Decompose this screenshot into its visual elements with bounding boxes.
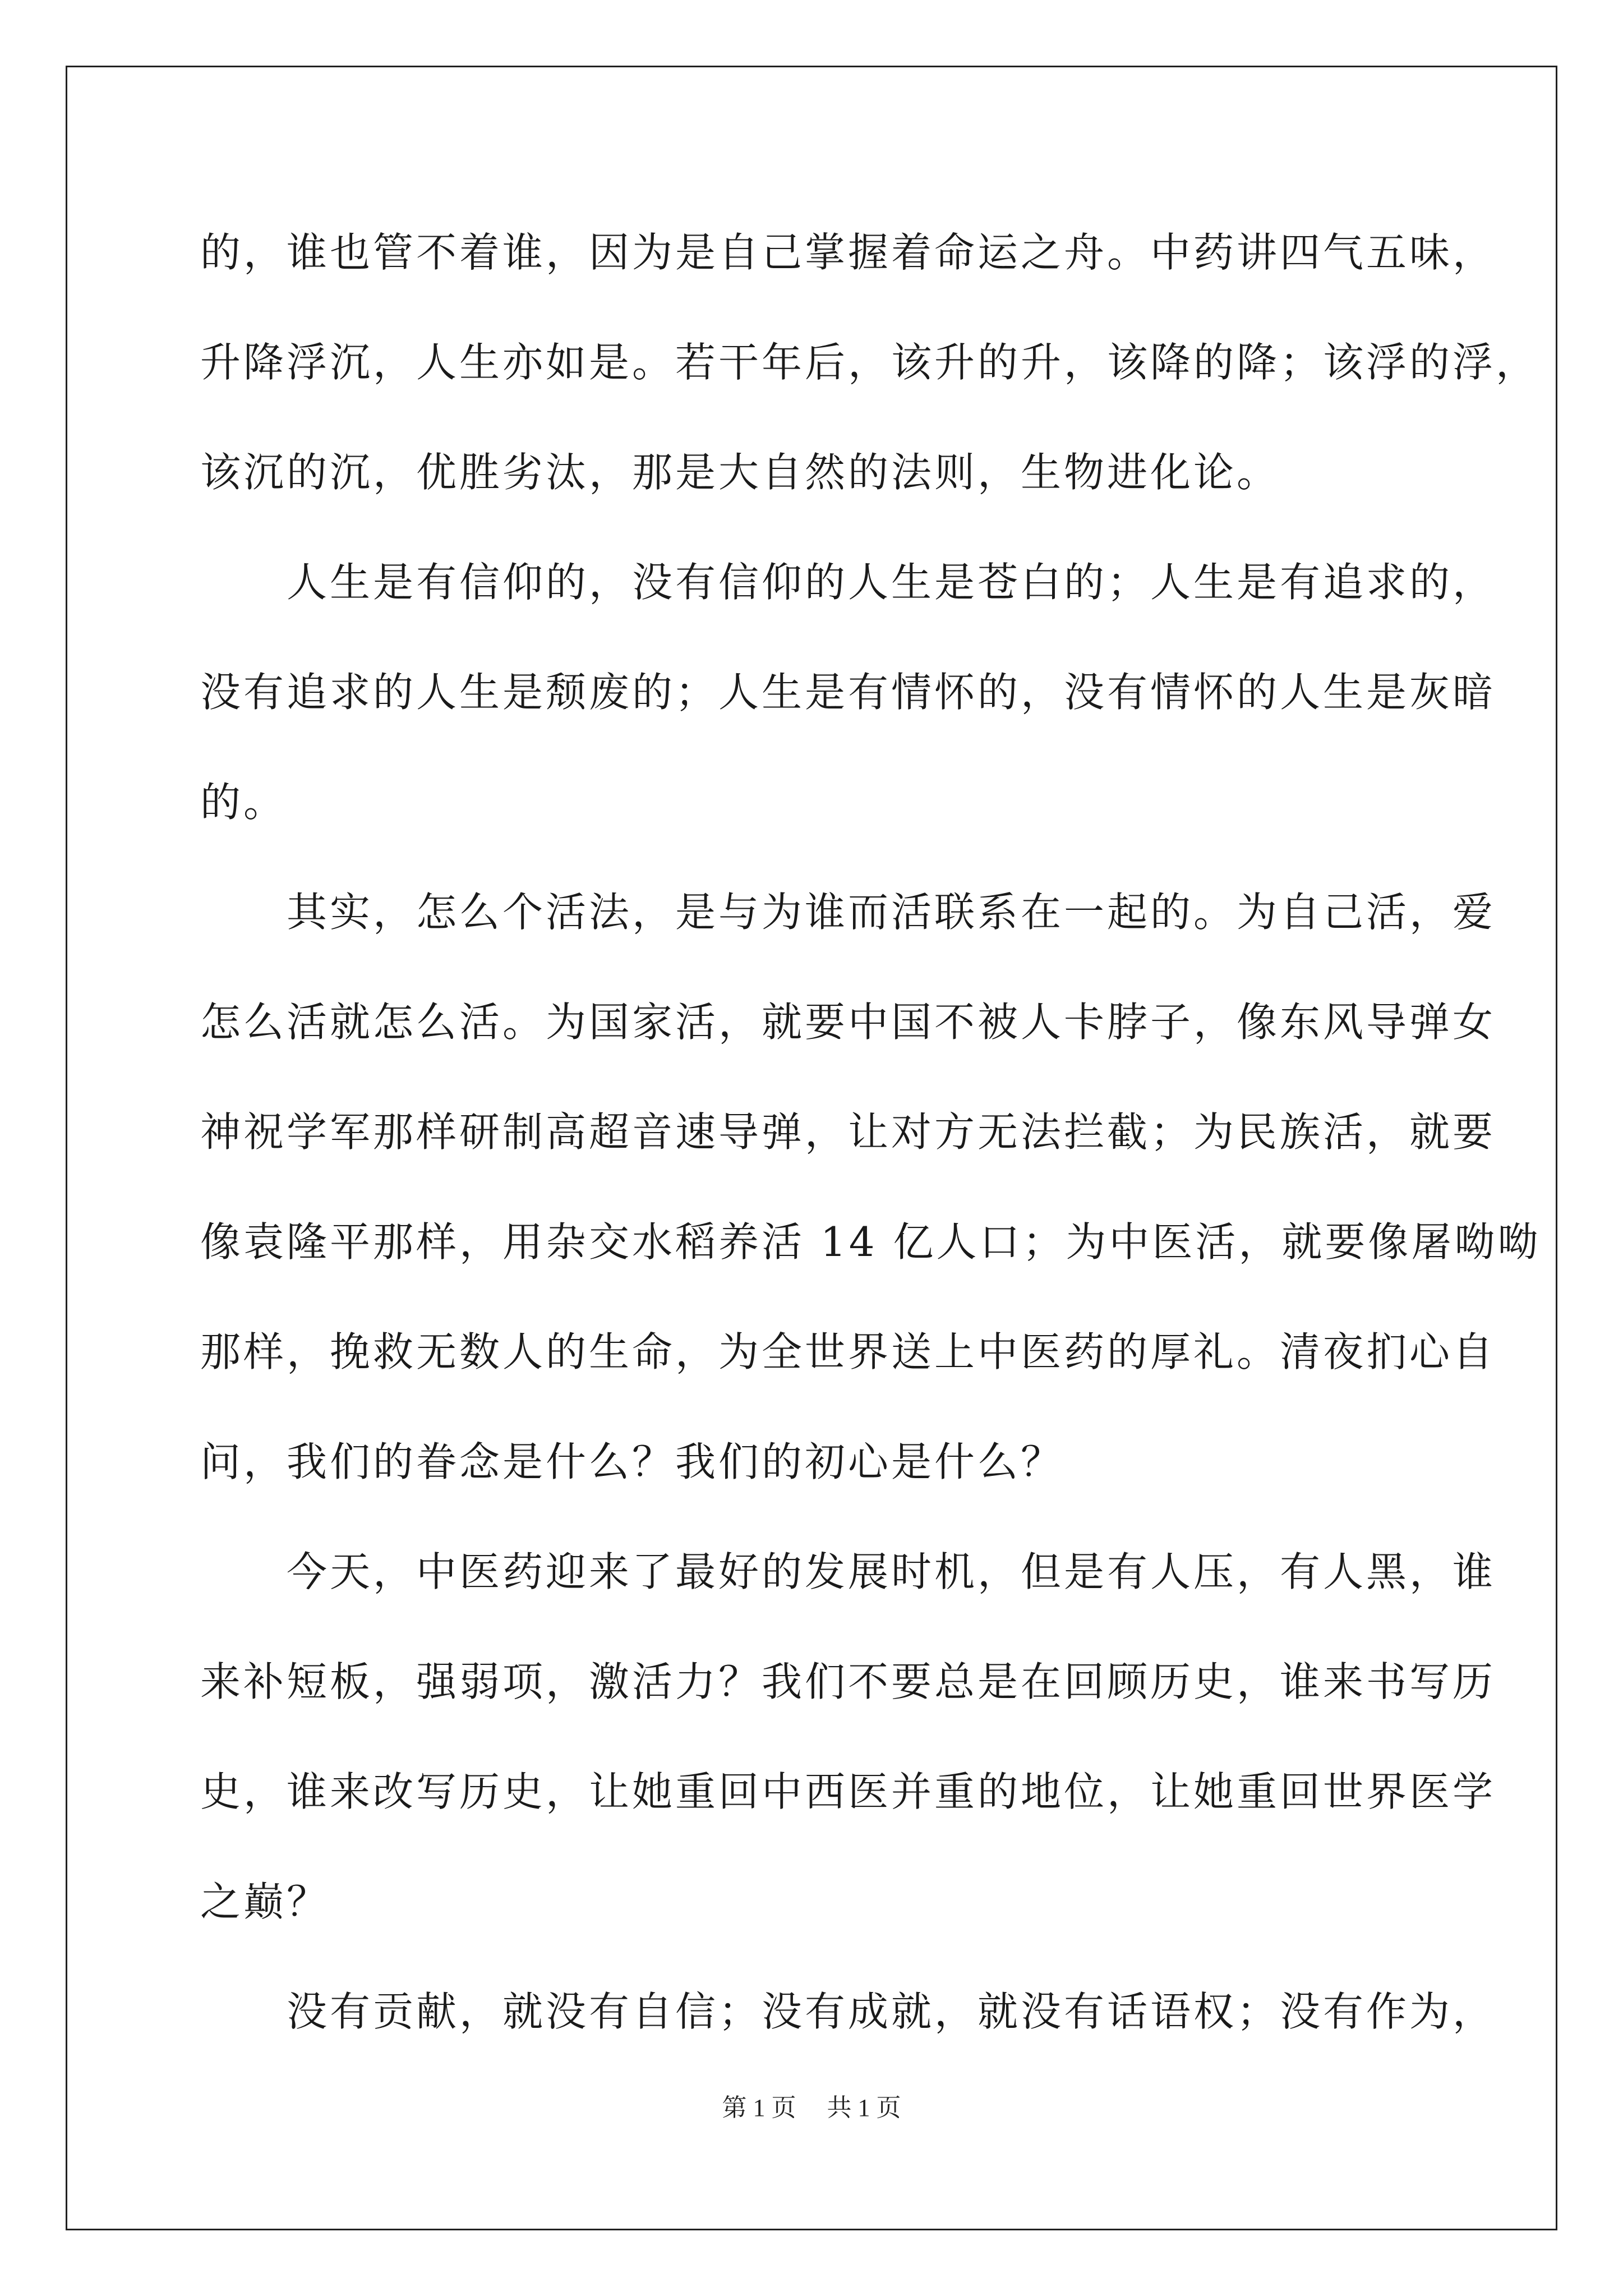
text-line: 史，谁来改写历史，让她重回中西医并重的地位，让她重回世界医学	[200, 1768, 1496, 1815]
text-line: 没有贡献，就没有自信；没有成就，就没有话语权；没有作为，	[200, 1988, 1496, 2035]
page-number-label: 第 1 页 共 1 页	[722, 2094, 901, 2122]
text-line: 神祝学军那样研制高超音速导弹，让对方无法拦截；为民族活，就要	[200, 1108, 1496, 1156]
text-line: 其实，怎么个活法，是与为谁而活联系在一起的。为自己活，爱	[200, 889, 1496, 936]
text-line: 升降浮沉，人生亦如是。若干年后，该升的升，该降的降；该浮的浮，	[200, 339, 1539, 386]
text-line: 像袁隆平那样，用杂交水稻养活 14 亿人口；为中医活，就要像屠呦呦	[200, 1218, 1541, 1266]
text-line: 来补短板，强弱项，激活力？我们不要总是在回顾历史，谁来书写历	[200, 1658, 1496, 1705]
text-line: 之巅？	[200, 1878, 330, 1925]
text-line: 怎么活就怎么活。为国家活，就要中国不被人卡脖子，像东风导弹女	[200, 999, 1496, 1046]
text-line: 的，谁也管不着谁，因为是自己掌握着命运之舟。中药讲四气五味，	[200, 229, 1496, 276]
text-line: 人生是有信仰的，没有信仰的人生是苍白的；人生是有追求的，	[200, 559, 1496, 606]
text-line: 问，我们的眷念是什么？我们的初心是什么？	[200, 1438, 1064, 1485]
text-line: 的。	[200, 779, 287, 826]
text-line: 没有追求的人生是颓废的；人生是有情怀的，没有情怀的人生是灰暗	[200, 669, 1496, 716]
text-line: 那样，挽救无数人的生命，为全世界送上中医药的厚礼。清夜扪心自	[200, 1328, 1496, 1375]
text-line: 该沉的沉，优胜劣汰，那是大自然的法则，生物进化论。	[200, 449, 1280, 496]
text-line: 今天，中医药迎来了最好的发展时机，但是有人压，有人黑，谁	[200, 1548, 1496, 1595]
page-footer	[0, 2092, 1623, 2124]
